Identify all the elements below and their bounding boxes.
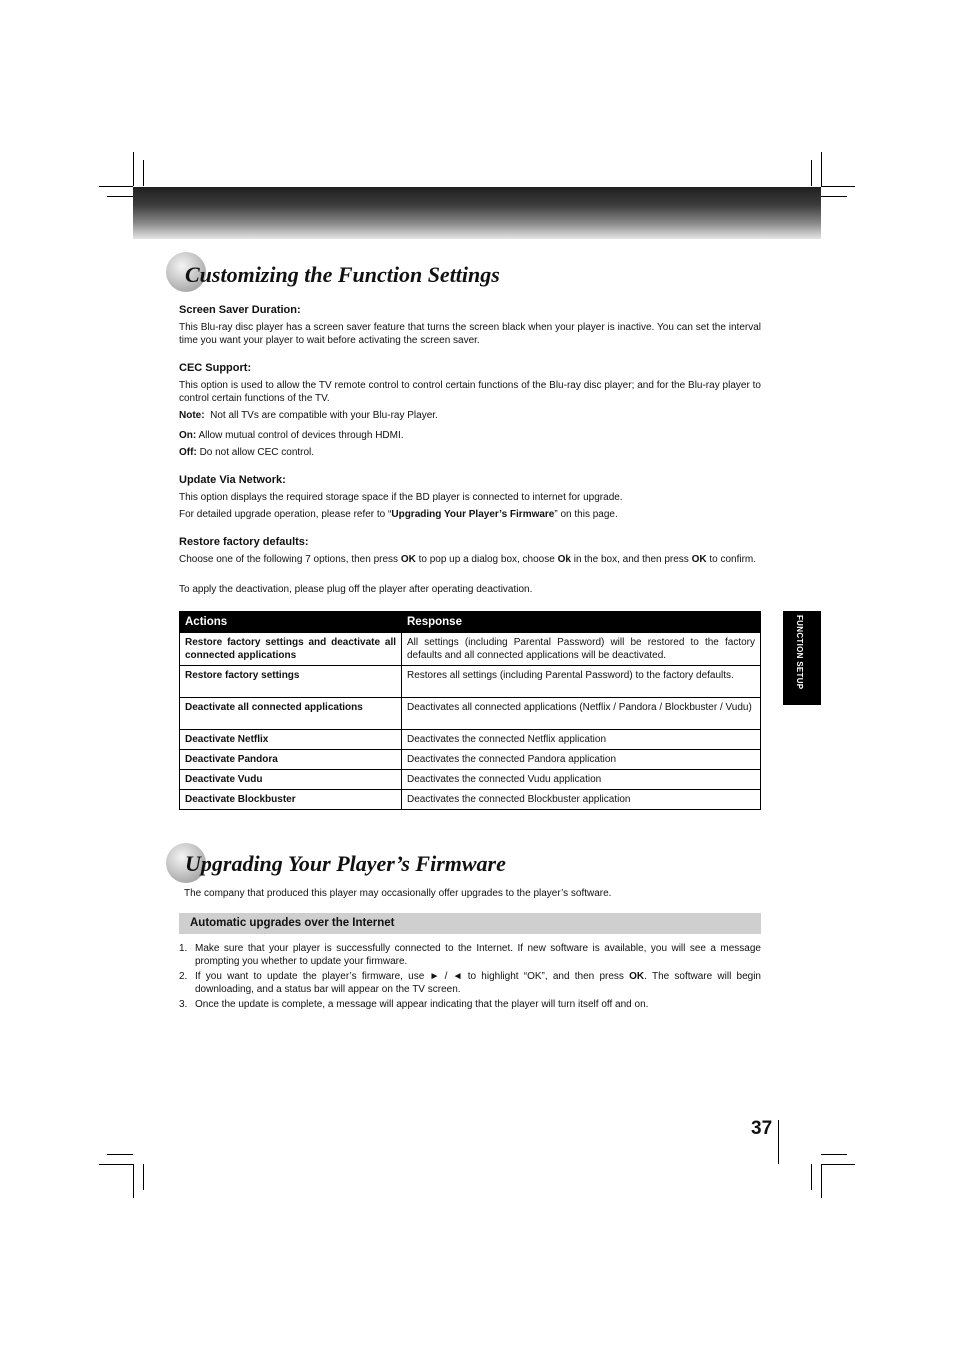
restore-t2: to pop up a dialog box, choose bbox=[415, 554, 558, 565]
restore-t4: to confirm. bbox=[706, 554, 757, 565]
restore-options-table bbox=[179, 611, 761, 810]
response-cell: Deactivates all connected applications (Netflix / Pandora / Blockbuster / Vudu) bbox=[402, 698, 761, 730]
response-cell: Deactivates the connected Vudu application bbox=[402, 770, 761, 790]
restore-text-2: To apply the deactivation, please plug off the player after operating deactivation. bbox=[179, 584, 533, 595]
table-row bbox=[180, 770, 761, 790]
action-cell: Deactivate Vudu bbox=[180, 770, 402, 790]
table-row bbox=[180, 730, 761, 750]
step-number: 1. bbox=[179, 943, 188, 954]
action-cell: Restore factory settings and deactivate all connected applications bbox=[180, 633, 402, 666]
cec-off bbox=[179, 446, 761, 459]
subsection-bar bbox=[179, 913, 761, 934]
page-number: 37 bbox=[751, 1118, 773, 1139]
response-cell: Restores all settings (including Parental Password) to the factory defaults. bbox=[402, 666, 761, 698]
side-tab-function-setup bbox=[783, 611, 821, 705]
section-title: Upgrading Your Player’s Firmware bbox=[185, 851, 506, 876]
update-text-2 bbox=[179, 508, 761, 521]
ok-key-1: OK bbox=[400, 554, 416, 565]
screen-saver-text: This Blu-ray disc player has a screen saver feature that turns the screen black when your player is inactive. You can set the interval time you want your player to wait before activating the screen saver. bbox=[179, 322, 761, 346]
table-row bbox=[180, 666, 761, 698]
column-header-actions: Actions bbox=[180, 612, 402, 633]
screen-saver-heading: Screen Saver Duration: bbox=[179, 304, 301, 316]
action-cell: Restore factory settings bbox=[180, 666, 402, 698]
step-text: Once the update is complete, a message will appear indicating that the player will turn itself off and on. bbox=[195, 999, 649, 1010]
cec-text: This option is used to allow the TV remote control to control certain functions of the Blu-ray disc player; and for the Blu-ray player to control certain functions of the TV. bbox=[179, 380, 761, 404]
table-row bbox=[180, 750, 761, 770]
action-cell: Deactivate Pandora bbox=[180, 750, 402, 770]
response-cell: Deactivates the connected Netflix application bbox=[402, 730, 761, 750]
table-row bbox=[180, 790, 761, 810]
response-cell: Deactivates the connected Blockbuster application bbox=[402, 790, 761, 810]
response-cell: Deactivates the connected Pandora application bbox=[402, 750, 761, 770]
step-text-a: If you want to update the player’s firmware, use ► / ◄ to highlight “OK”, and then press bbox=[195, 971, 630, 982]
response-cell: All settings (including Parental Password) will be restored to the factory defaults and all connected applications will be deactivated. bbox=[402, 633, 761, 666]
restore-text-1 bbox=[179, 553, 761, 566]
off-label: Off: bbox=[179, 447, 197, 458]
firmware-reference: Upgrading Your Player’s Firmware bbox=[391, 509, 555, 520]
column-header-response: Response bbox=[402, 612, 761, 633]
table-header-row bbox=[180, 612, 761, 633]
cec-heading: CEC Support: bbox=[179, 362, 252, 374]
restore-t3: in the box, and then press bbox=[570, 554, 692, 565]
on-text: Allow mutual control of devices through HDMI. bbox=[198, 430, 404, 441]
update-heading: Update Via Network: bbox=[179, 474, 286, 486]
restore-t1: Choose one of the following 7 options, then press bbox=[179, 554, 401, 565]
cec-note bbox=[179, 409, 761, 422]
side-tab-label: FUNCTION SETUP bbox=[795, 615, 804, 690]
table-row bbox=[180, 698, 761, 730]
subsection-title: Automatic upgrades over the Internet bbox=[190, 917, 395, 929]
step-text: Make sure that your player is successfully connected to the Internet. If new software is available, you will see a message prompting you whether to update your firmware. bbox=[195, 943, 761, 967]
update-text-1: This option displays the required storage space if the BD player is connected to internet for upgrade. bbox=[179, 492, 623, 503]
action-cell: Deactivate Blockbuster bbox=[180, 790, 402, 810]
update-text-2c: ” on this page. bbox=[554, 509, 618, 520]
ok-key: OK bbox=[629, 971, 645, 982]
page-number-rule bbox=[778, 1120, 779, 1164]
ok-key-2: Ok bbox=[557, 554, 571, 565]
header-band bbox=[133, 187, 821, 239]
step-text bbox=[195, 970, 761, 996]
on-label: On: bbox=[179, 430, 197, 441]
table-row bbox=[180, 633, 761, 666]
note-label: Note: bbox=[179, 410, 205, 421]
firmware-intro: The company that produced this player may occasionally offer upgrades to the player’s software. bbox=[184, 888, 612, 899]
step-number: 3. bbox=[179, 999, 188, 1010]
ok-key-3: OK bbox=[691, 554, 707, 565]
step-text-b: . The software will begin downloading, and a status bar will appear on the TV screen. bbox=[195, 971, 761, 995]
cec-on bbox=[179, 429, 761, 442]
action-cell: Deactivate all connected applications bbox=[180, 698, 402, 730]
step-number: 2. bbox=[179, 971, 188, 982]
update-text-2a: For detailed upgrade operation, please refer to “ bbox=[179, 509, 392, 520]
off-text: Do not allow CEC control. bbox=[199, 447, 315, 458]
restore-heading: Restore factory defaults: bbox=[179, 536, 309, 548]
action-cell: Deactivate Netflix bbox=[180, 730, 402, 750]
section-title: Customizing the Function Settings bbox=[185, 262, 500, 287]
note-text: Not all TVs are compatible with your Blu-ray Player. bbox=[210, 410, 438, 421]
